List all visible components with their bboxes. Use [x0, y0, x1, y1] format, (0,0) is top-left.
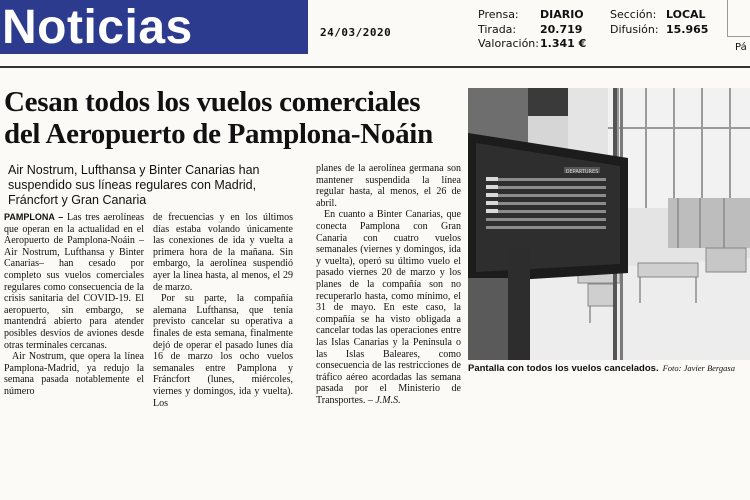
terminal-scene [468, 88, 750, 360]
page-label: Pá [735, 42, 747, 53]
airport-photo [468, 88, 750, 360]
header-rule [0, 66, 750, 68]
tirada-label: Tirada: [478, 22, 517, 36]
photo-credit: Foto: Javier Bergasa [662, 363, 735, 373]
valoracion-value: 1.341 € [540, 37, 587, 50]
seccion-value: LOCAL [666, 8, 706, 21]
paragraph: planes de la aerolínea germana son mantener suspendida la línea regular hasta, al menos, el 26 de abril. [316, 163, 461, 209]
prensa-value: DIARIO [540, 8, 584, 21]
paragraph: Por su parte, la compañía alemana Lufthansa, que tenía previsto cancelar su operativa a finales de esta semana, finalmente dejó de operar el pasado lunes día 16 de marzo los ocho vuelos semanales entre Pamplona y Fráncfort (lunes, miércoles, viernes y domingos, ida y vuelta). Los [153, 293, 293, 409]
article-column-1 [4, 212, 144, 398]
caption-text: Pantalla con todos los vuelos cancelados. [468, 363, 659, 374]
headline-line-1: Cesan todos los vuelos comerciales [4, 86, 421, 118]
tirada-value: 20.719 [540, 22, 583, 36]
paragraph [4, 212, 144, 351]
difusion-label: Difusión: [610, 22, 659, 36]
article-column-3 [316, 163, 461, 406]
meta-labels-left [478, 8, 539, 52]
masthead-title: Noticias [2, 1, 193, 54]
photo-caption [468, 363, 750, 374]
paragraph-text: Las tres aerolíneas que operan en la actualidad en el Aeropuerto de Pamplona-Noáin –Air Nostrum, Lufthansa y Binter Canarias– han cesado por completo sus vuelos comerciales regulares como consecuencia de la crisis sanitaria del COVID-19. El aeropuerto, sin embargo, se mantendrá abierto para atender posibles desvíos de aviones desde otras terminales cercanas. [4, 212, 144, 351]
author-signature: – J.M.S. [365, 394, 401, 406]
paragraph [316, 209, 461, 406]
board-header-text: DEPARTURES [565, 169, 599, 175]
headline-line-2: del Aeropuerto de Pamplona-Noáin [4, 118, 433, 150]
meta-labels-right [610, 8, 659, 37]
page-corner-box [727, 0, 750, 37]
subheadline: Air Nostrum, Lufthansa y Binter Canarias han suspendido sus líneas regulares con Madrid, Fráncfort y Gran Canaria [8, 163, 260, 207]
difusion-value: 15.965 [666, 22, 709, 36]
paragraph: Air Nostrum, que opera la línea Pamplona-Madrid, ya redujo la semana pasada notablemente el número [4, 351, 144, 397]
prensa-label: Prensa: [478, 8, 519, 21]
meta-values-right [666, 8, 708, 37]
meta-values-left [540, 8, 586, 52]
publication-date: 24/03/2020 [320, 26, 392, 39]
seccion-label: Sección: [610, 8, 657, 21]
paragraph-text: En cuanto a Binter Canarias, que conecta Pamplona con Gran Canaria con cuatro vuelos semanales (viernes y domingos, ida y vuelta), operó su último vuelo el pasado viernes 20 de marzo y los planes de la compañía son no recuperarlo hasta, como mínimo, el 31 de mayo. En este caso, la compañía se ha visto obligada a cancelar todas las operaciones entre las Islas Canarias y la Península o las Islas Baleares, como consecuencia de las restricciones de tráfico aéreo acordadas las semana pasada por el Ministerio de Transportes. [316, 209, 461, 406]
paragraph: de frecuencias y en los últimos días estaba volando únicamente las conexiones de ida y vuelta a primera hora de la mañana. Sin embargo, la aerolínea suspendió ayer la línea hasta, al menos, el 29 de marzo. [153, 212, 293, 293]
masthead [0, 0, 308, 54]
dateline: PAMPLONA – [4, 212, 64, 222]
article-column-2 [153, 212, 293, 409]
headline [4, 86, 464, 150]
valoracion-label: Valoración: [478, 37, 539, 50]
